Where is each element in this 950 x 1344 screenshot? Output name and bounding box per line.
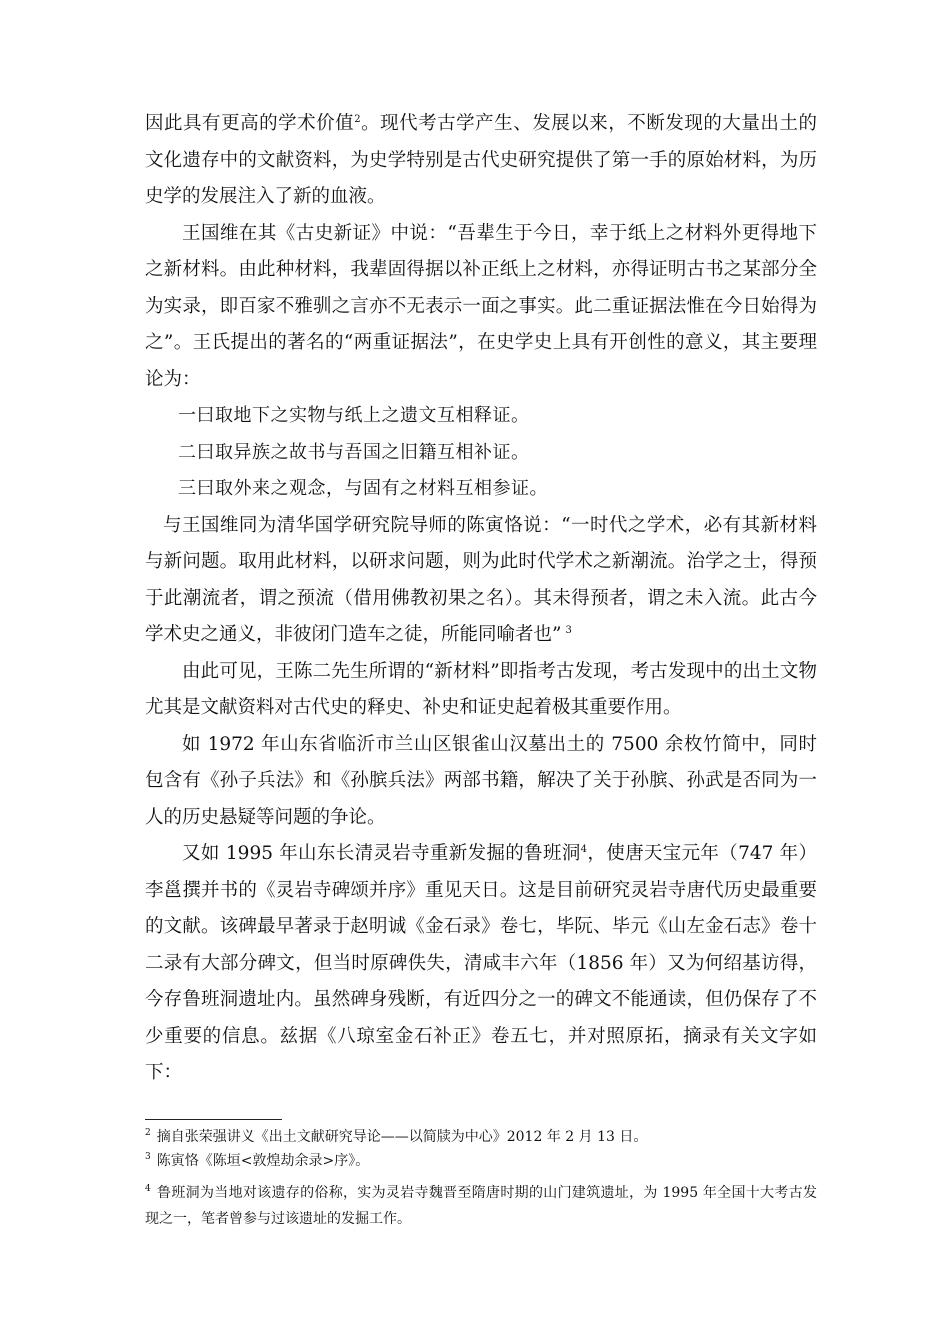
footnote-ref-4[interactable]: 4 (580, 843, 588, 855)
footnote-ref-2[interactable]: 2 (354, 113, 361, 125)
footnotes (145, 1119, 817, 1232)
paragraph-6 (145, 836, 817, 1092)
footnote-2 (145, 1126, 817, 1148)
footnote-mark-4: 4 (145, 1184, 151, 1195)
quote-line-2: 二曰取异族之故书与吾国之旧籍互相补证。 (178, 441, 530, 463)
paragraph-5: 如 1972 年山东省临沂市兰山区银雀山汉墓出土的 7500 余枚竹简中，同时包含有《孙子兵法》和《孙膑兵法》两部书籍，解决了关于孙膑、孙武是否同为一人的历史悬疑等问题的争论。 (145, 733, 817, 828)
paragraph-6-text-cont: ，使唐天宝元年（747 年）李邕撰并书的《灵岩寺碑颂并序》重见天日。这是目前研究灵岩寺唐代历史最重要的文献。该碑最早著录于赵明诚《金石录》卷七，毕阮、毕元《山左金石志》卷十二录有大部分碑文，但当时原碑佚失，清咸丰六年（1856 年）又为何绍基访得，今存鲁班洞遗址内。虽然碑身残断，有近四分之一的碑文不能通读，但仍保存了不少重要的信息。兹据《八琼室金石补正》卷五七，并对照原拓，摘录有关文字如下： (145, 843, 817, 1083)
footnote-2-text: 摘自张荣强讲义《出土文献研究导论——以简牍为中心》2012 年 2 月 13 日。 (156, 1129, 648, 1145)
paragraph-1 (145, 106, 817, 216)
footnote-mark-3: 3 (145, 1152, 151, 1163)
footnote-3-text: 陈寅恪《陈垣<敦煌劫余录>序》。 (156, 1153, 370, 1169)
paragraph-6-text: 又如 1995 年山东长清灵岩寺重新发掘的鲁班洞 (182, 843, 581, 864)
paragraph-1-text: 因此具有更高的学术价值 (145, 113, 355, 134)
quote-line-3: 三曰取外来之观念，与固有之材料互相参证。 (178, 478, 548, 499)
paragraph-1-text-cont: 。现代考古学产生、发展以来，不断发现的大量出土的文化遗存中的文献资料，为史学特别是古代史研究提供了第一手的原始材料，为历史学的发展注入了新的血液。 (145, 113, 817, 207)
footnote-3 (145, 1150, 817, 1172)
footnote-mark-2: 2 (145, 1128, 151, 1139)
paragraph-4: 由此可见，王陈二先生所谓的“新材料”即指考古发现，考古发现中的出土文物尤其是文献资料对古代史的释史、补史和证史起着极其重要作用。 (145, 660, 817, 718)
footnote-4-text: 鲁班洞为当地对该遗存的俗称，实为灵岩寺魏晋至隋唐时期的山门建筑遗址，为 1995 年全国十大考古发现之一，笔者曾参与过该遗址的发掘工作。 (145, 1185, 817, 1227)
paragraph-3-text: 与王国维同为清华国学研究院导师的陈寅恪说：“一时代之学术，必有其新材料与新问题。取用此材料，以研求问题，则为此时代学术之新潮流。治学之士，得预于此潮流者，谓之预流（借用佛教初果之名）。其未得预者，谓之未入流。此古今学术史之通义，非彼闭门造车之徒，所能同喻者也” (145, 514, 817, 645)
footnote-4 (145, 1180, 817, 1232)
footnote-divider (145, 1119, 282, 1120)
quote-line-1: 一曰取地下之实物与纸上之遗文互相释证。 (178, 405, 530, 426)
paragraph-3 (145, 508, 817, 654)
paragraph-2: 王国维在其《古史新证》中说：“吾辈生于今日，幸于纸上之材料外更得地下之新材料。由此种材料，我辈固得据以补正纸上之材料，亦得证明古书之某部分全为实录，即百家不雅驯之言亦不无表示一面之事实。此二重证据法惟在今日始得为之”。王氏提出的著名的“两重证据法”，在史学史上具有开创性的意义，其主要理论为： (145, 222, 817, 390)
document-body (145, 106, 817, 1092)
footnote-ref-3[interactable]: 3 (565, 624, 572, 636)
